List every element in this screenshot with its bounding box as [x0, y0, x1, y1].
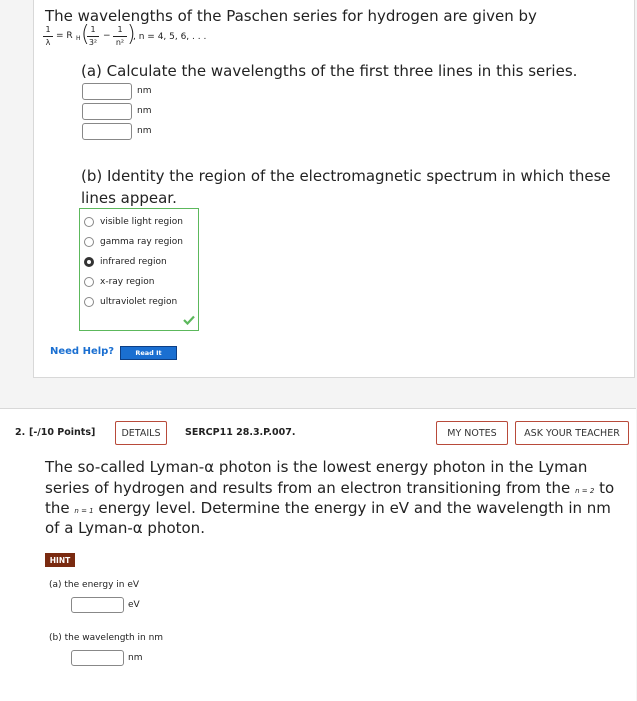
- question-number: 2.: [15, 427, 26, 438]
- radio-ultraviolet[interactable]: [84, 297, 94, 307]
- spectrum-region-options: [79, 208, 199, 331]
- option-visible-light[interactable]: [84, 215, 183, 229]
- radio-x-ray[interactable]: [84, 277, 94, 287]
- wavelength-1-input[interactable]: [82, 83, 132, 100]
- checkmark-icon: [183, 315, 195, 325]
- radio-visible-light[interactable]: [84, 217, 94, 227]
- wavelength-3-unit: nm: [137, 126, 152, 136]
- option-visible-light-label: visible light region: [100, 217, 183, 227]
- formula-t1-num: 1: [90, 25, 96, 34]
- option-gamma-ray-label: gamma ray region: [100, 237, 184, 247]
- need-help-label: Need Help?: [50, 346, 115, 357]
- formula-lhs-num: 1: [45, 25, 51, 34]
- formula-t1-den: 3²: [88, 38, 98, 47]
- formula-tail: , n = 4, 5, 6, . . .: [133, 32, 207, 42]
- details-button[interactable]: DETAILS: [115, 421, 167, 445]
- question-points: [-/10 Points]: [29, 427, 96, 438]
- q2-text-line3-a: the: [45, 499, 70, 517]
- option-x-ray[interactable]: [84, 275, 154, 289]
- q1-part-b-label-line2: lines appear.: [81, 189, 177, 207]
- q2-text-line1: The so-called Lyman-α photon is the lowest energy photon in the Lyman: [45, 458, 588, 476]
- wavelength-input[interactable]: [71, 650, 124, 666]
- formula-lhs-den: λ: [45, 38, 51, 47]
- q2-text-line2-b: to: [599, 479, 615, 497]
- formula-t2-num: 1: [117, 25, 123, 34]
- hint-button[interactable]: HINT: [45, 553, 75, 567]
- option-x-ray-label: x-ray region: [100, 277, 155, 287]
- q1-part-b-label-line1: (b) Identity the region of the electromagnetic spectrum in which these: [81, 167, 611, 185]
- formula-rh: = R: [56, 31, 73, 41]
- q2-text-line2: [45, 479, 614, 497]
- n-equals-1: n = 1: [74, 507, 94, 515]
- q2-text-line4: of a Lyman-α photon.: [45, 519, 205, 537]
- wavelength-3-input[interactable]: [82, 123, 132, 140]
- wavelength-unit: nm: [128, 653, 143, 663]
- q2-text-line3-b: energy level. Determine the energy in eV and the wavelength in nm: [98, 499, 611, 517]
- formula-rh-sub: H: [76, 35, 81, 42]
- formula-minus: −: [103, 31, 111, 41]
- question-code: SERCP11 28.3.P.007.: [185, 427, 296, 438]
- q2-text-line3: [45, 499, 611, 517]
- q2-text-line2-a: series of hydrogen and results from an electron transitioning from the: [45, 479, 571, 497]
- wavelength-2-unit: nm: [137, 106, 152, 116]
- wavelength-1-unit: nm: [137, 86, 152, 96]
- option-ultraviolet-label: ultraviolet region: [100, 297, 178, 307]
- q2-part-a-label: (a) the energy in eV: [49, 580, 140, 590]
- wavelength-2-input[interactable]: [82, 103, 132, 120]
- option-infrared[interactable]: [84, 255, 167, 269]
- q2-part-b-label: (b) the wavelength in nm: [49, 633, 164, 643]
- option-infrared-label: infrared region: [100, 257, 167, 267]
- option-ultraviolet[interactable]: [84, 295, 177, 309]
- q1-intro: The wavelengths of the Paschen series for hydrogen are given by: [45, 7, 537, 25]
- energy-unit: eV: [128, 600, 140, 610]
- n-equals-2: n = 2: [575, 487, 595, 495]
- read-it-button[interactable]: Read It: [120, 346, 177, 360]
- my-notes-button[interactable]: MY NOTES: [436, 421, 508, 445]
- q1-part-a-label: (a) Calculate the wavelengths of the first three lines in this series.: [81, 62, 578, 80]
- ask-teacher-button[interactable]: ASK YOUR TEACHER: [515, 421, 629, 445]
- radio-gamma-ray[interactable]: [84, 237, 94, 247]
- formula-paren-close: ): [127, 22, 136, 47]
- formula-t2-den: n²: [115, 38, 125, 47]
- radio-infrared[interactable]: [84, 257, 94, 267]
- formula-paren-open: (: [81, 22, 90, 47]
- energy-input[interactable]: [71, 597, 124, 613]
- option-gamma-ray[interactable]: [84, 235, 183, 249]
